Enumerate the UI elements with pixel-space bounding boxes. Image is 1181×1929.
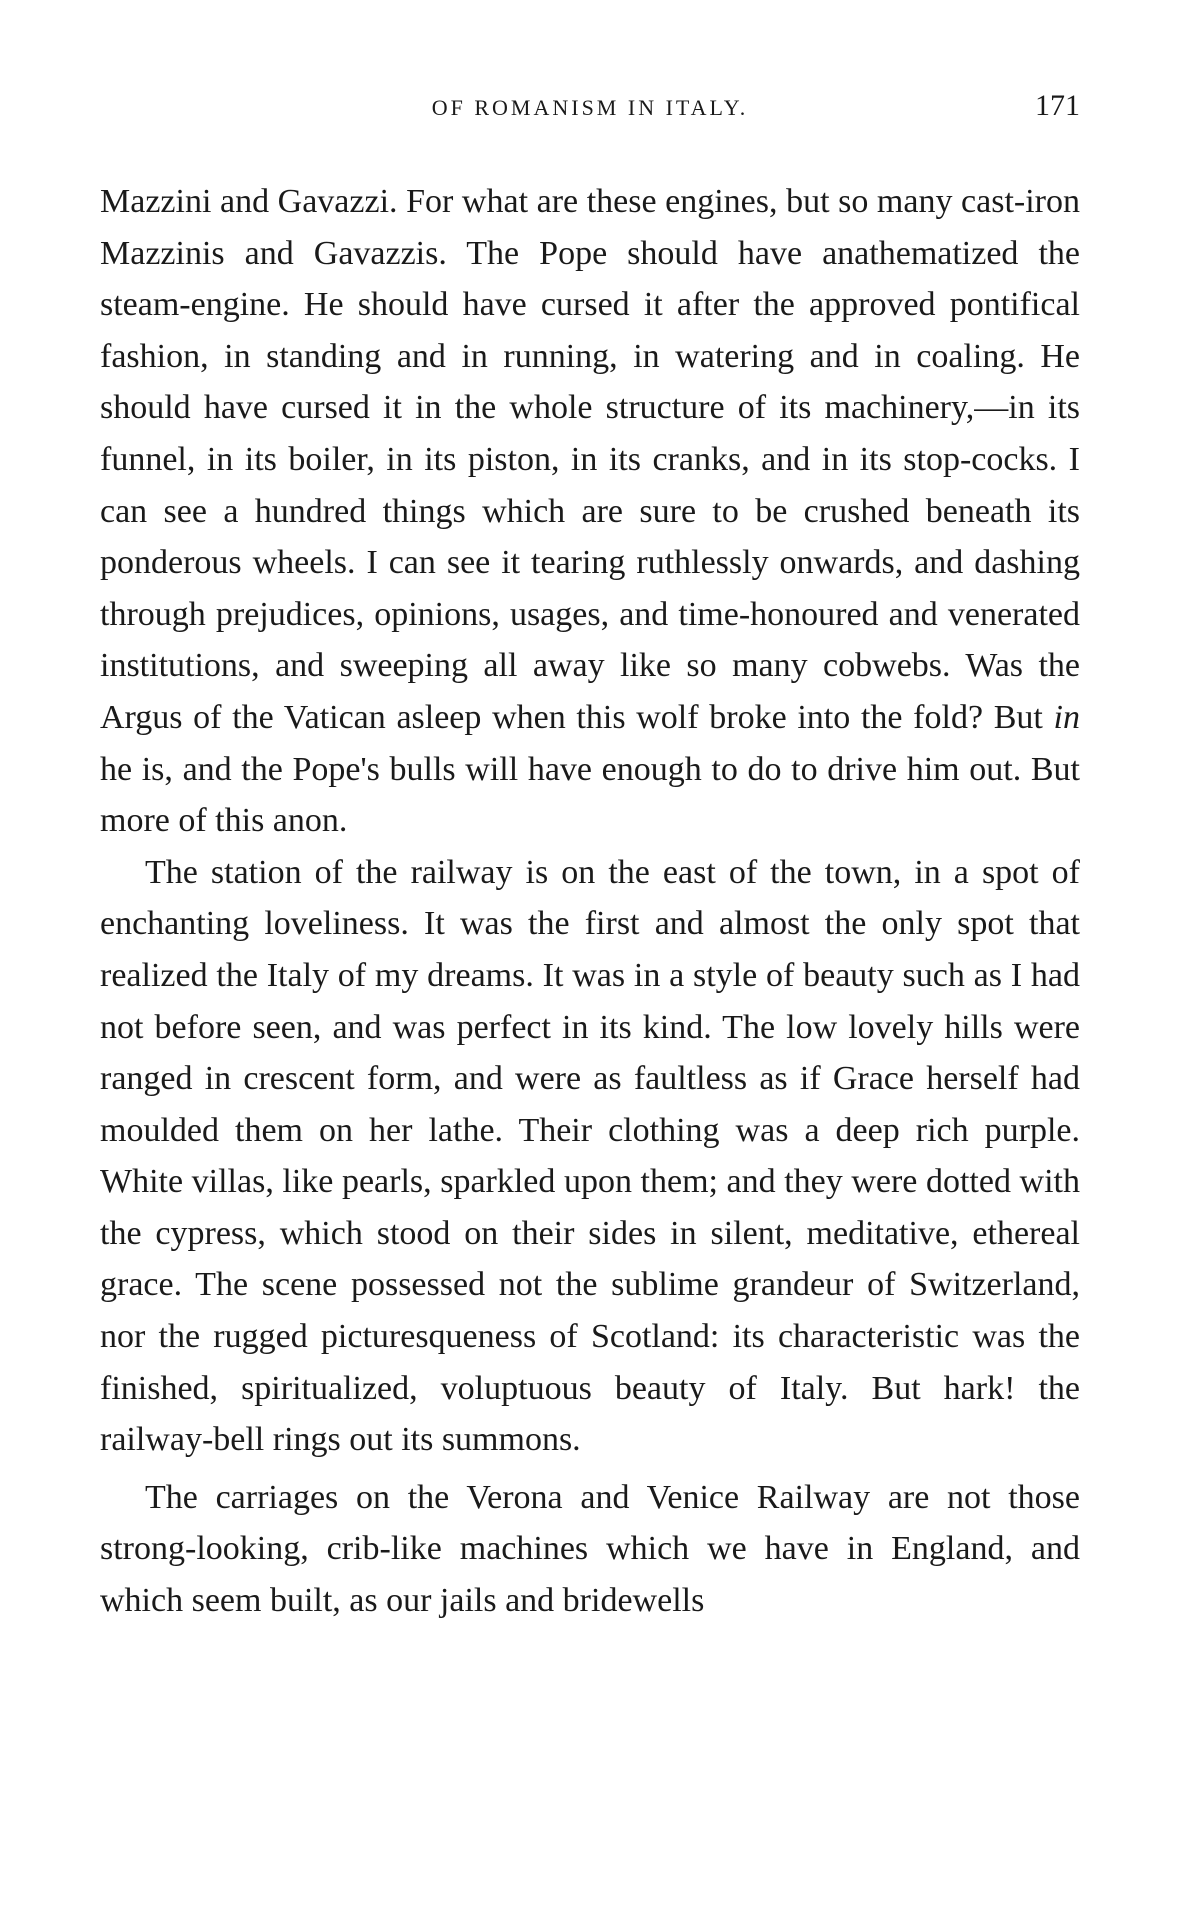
paragraph-3: The carriages on the Verona and Venice Railway are not those strong-looking, crib-like machines which we have in England, and which seem built, as our jails and bridewells [100, 1478, 1080, 1620]
paragraph-2: The station of the railway is on the east of the town, in a spot of enchanting loveliness. It was the first and almost the only spot that realized the Italy of my dreams. It was in a style of beauty such as I had not before seen, and was perfect in its kind. The low lovely hills were ranged in crescent form, and were as faultless as if Grace herself had moulded them on her lathe. Their clothing was a deep rich purple. White villas, like pearls, sparkled upon them; and they were dotted with the cypress, which stood on their sides in silent, meditative, ethereal grace. The scene possessed not the sublime grandeur of Switzerland, nor the rugged picturesqueness of Scotland: its characteristic was the finished, spiritualized, voluptuous beauty of Italy. But hark! the railway-bell rings out its summons. [100, 853, 1080, 1459]
page-number: 171 [1035, 89, 1080, 122]
paragraph-1-emphasis: in [1053, 698, 1080, 736]
paragraph-1-text-a: Mazzini and Gavazzi. For what are these engines, but so many cast-iron Mazzinis and Gavazzis. The Pope should have anathematized the steam-engine. He should have cursed it after the approved pontifical fashion, in standing and in running, in watering and in coaling. He should have cursed it in the whole structure of its machinery,—in its funnel, in its boiler, in its piston, in its cranks, and in its stop-cocks. I can see a hundred things which are sure to be crushed beneath its ponderous wheels. I can see it tearing ruthlessly onwards, and dashing through prejudices, opinions, usages, and time-honoured and venerated institutions, and sweeping all away like so many cobwebs. Was the Argus of the Vatican asleep when this wolf broke into the fold? But [100, 183, 1080, 736]
paragraph-1-text-b: he is, and the Pope's bulls will have enough to do to drive him out. But more of this anon. [100, 750, 1080, 840]
running-head [100, 89, 1080, 135]
body-text [100, 176, 1080, 1627]
running-title: OF ROMANISM IN ITALY. [431, 95, 749, 120]
paragraph-1 [100, 176, 1080, 847]
